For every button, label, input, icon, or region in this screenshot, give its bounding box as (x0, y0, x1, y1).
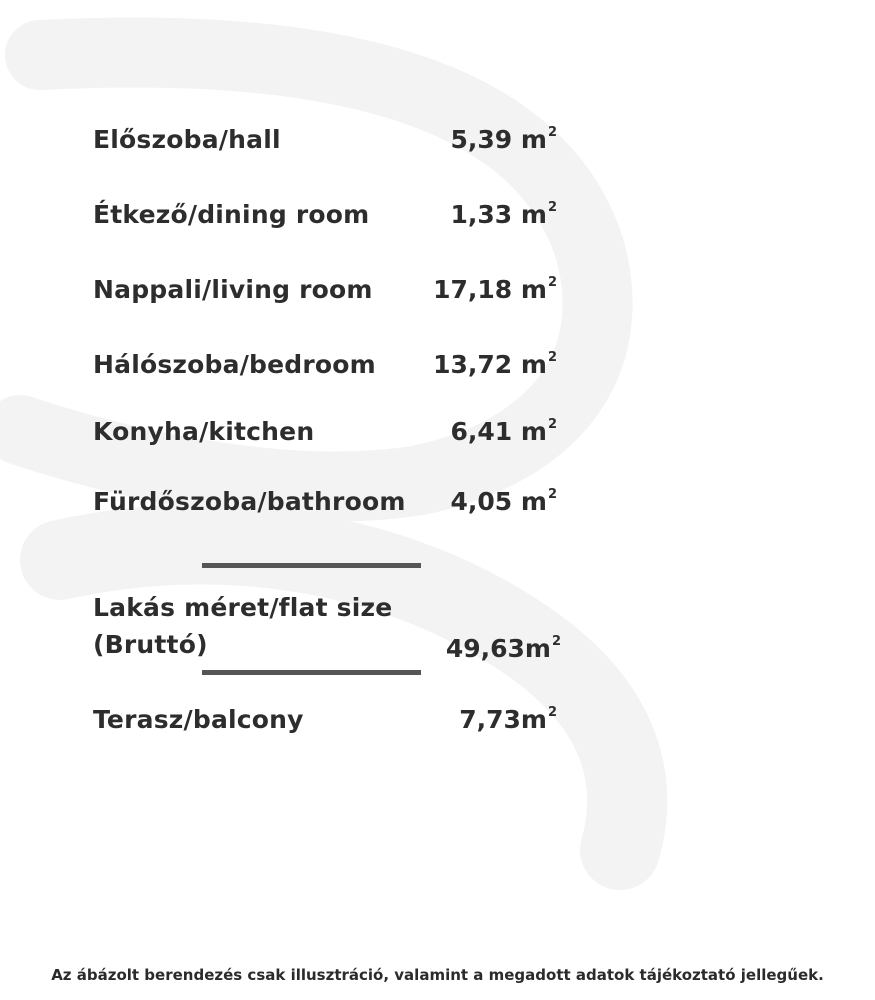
disclaimer-text: Az ábázolt berendezés csak illusztráció, valamint a megadott adatok tájékoztató jellegűek. (51, 966, 824, 984)
room-label: Fürdőszoba/bathroom (93, 487, 406, 516)
room-area: 4,05 $m^2$ (450, 487, 557, 516)
flat-size-area: $49,63m^2$ (445, 634, 561, 663)
room-row-living (0, 275, 875, 319)
divider-line (202, 670, 421, 675)
flat-size-sublabel: (Bruttó) (93, 630, 208, 659)
balcony-label: Terasz/balcony (93, 705, 304, 734)
flat-size-label: Lakás méret/flat size (93, 593, 393, 622)
room-area: 1,33 $m^2$ (450, 200, 557, 229)
room-row-hall (0, 125, 875, 169)
room-label: Előszoba/hall (93, 125, 281, 154)
room-area: 6,41 $m^2$ (450, 417, 557, 446)
room-label: Étkező/dining room (93, 200, 370, 229)
room-row-bathroom (0, 487, 875, 531)
room-row-bedroom (0, 350, 875, 394)
room-area: 5,39 $m^2$ (450, 125, 557, 154)
room-area: 17,18 $m^2$ (433, 275, 557, 304)
divider-line (202, 563, 421, 568)
balcony-row (0, 705, 875, 749)
room-row-kitchen (0, 417, 875, 461)
room-label: Hálószoba/bedroom (93, 350, 376, 379)
balcony-area: $7,73m^2$ (459, 705, 557, 734)
room-row-dining (0, 200, 875, 244)
room-label: Konyha/kitchen (93, 417, 315, 446)
flat-size-row-brutto (0, 630, 875, 674)
room-area: 13,72 $m^2$ (433, 350, 557, 379)
room-label: Nappali/living room (93, 275, 373, 304)
